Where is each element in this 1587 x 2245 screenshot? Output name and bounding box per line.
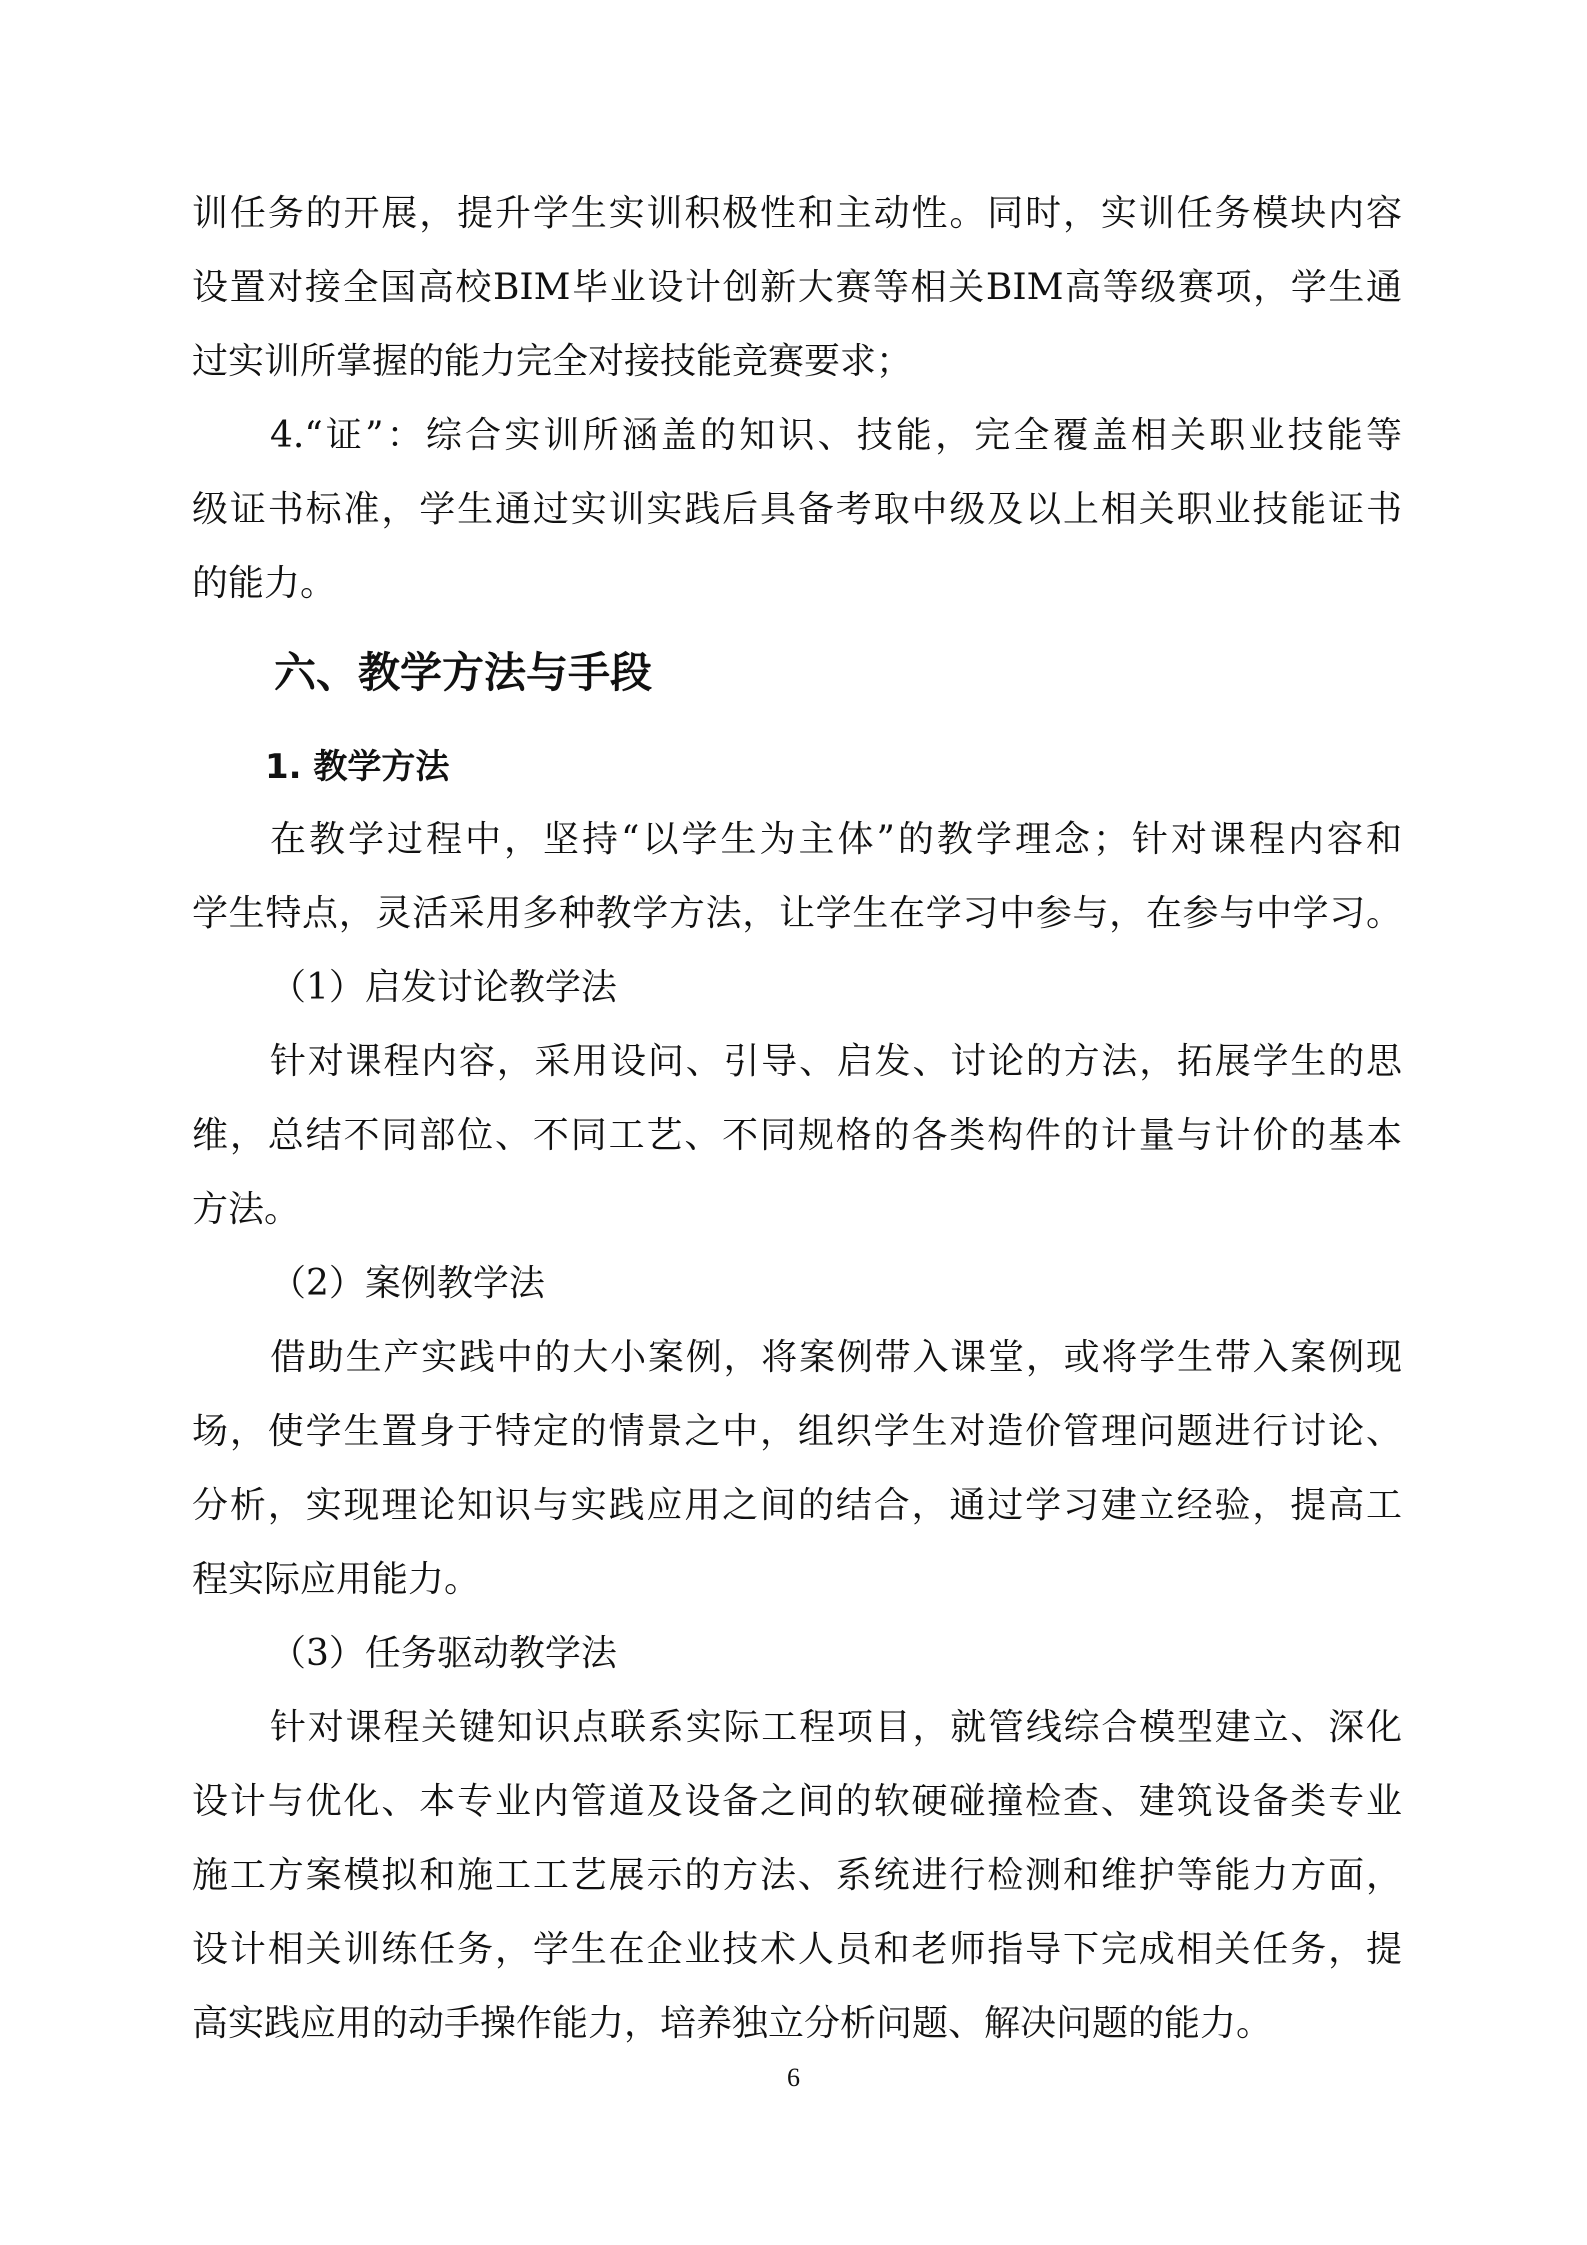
paragraph-line: 在教学过程中，坚持“以学生为主体”的教学理念；针对课程内容和 [270,819,1402,860]
page-number: 6 [787,2063,800,2092]
paragraph-line: 方法。 [192,1189,301,1230]
paragraph-line: 施工方案模拟和施工工艺展示的方法、系统进行检测和维护等能力方面， [192,1855,1402,1896]
paragraph-line: 学生特点，灵活采用多种教学方法，让学生在学习中参与，在参与中学习。 [192,893,1402,934]
paragraph-line: 程实际应用能力。 [192,1559,481,1600]
paragraph-line: 分析，实现理论知识与实践应用之间的结合，通过学习建立经验，提高工 [192,1485,1402,1526]
paragraph-line: 设计相关训练任务，学生在企业技术人员和老师指导下完成相关任务，提 [192,1929,1402,1970]
paragraph-line: 训任务的开展，提升学生实训积极性和主动性。同时，实训任务模块内容 [192,193,1402,234]
paragraph-line: 高实践应用的动手操作能力，培养独立分析问题、解决问题的能力。 [192,2003,1273,2044]
paragraph-line: 设计与优化、本专业内管道及设备之间的软硬碰撞检查、建筑设备类专业 [192,1781,1402,1822]
paragraph-line: 针对课程内容，采用设问、引导、启发、讨论的方法，拓展学生的思 [270,1041,1402,1082]
section-heading: 六、教学方法与手段 [274,648,653,697]
paragraph-line: 借助生产实践中的大小案例，将案例带入课堂，或将学生带入案例现 [270,1337,1402,1378]
paragraph-line: 过实训所掌握的能力完全对接技能竞赛要求； [192,341,913,382]
paragraph-line: 4.“证”：综合实训所涵盖的知识、技能，完全覆盖相关职业技能等 [270,415,1402,456]
paragraph-line: 场，使学生置身于特定的情景之中，组织学生对造价管理问题进行讨论、 [192,1411,1402,1452]
method-heading: （3）任务驱动教学法 [270,1633,617,1674]
paragraph-line: 级证书标准，学生通过实训实践后具备考取中级及以上相关职业技能证书 [192,489,1402,530]
method-heading: （2）案例教学法 [270,1263,545,1304]
paragraph-line: 针对课程关键知识点联系实际工程项目，就管线综合模型建立、深化 [270,1707,1402,1748]
method-heading: （1）启发讨论教学法 [270,967,617,1008]
paragraph-line: 设置对接全国高校BIM毕业设计创新大赛等相关BIM高等级赛项，学生通 [192,267,1402,308]
paragraph-line: 维，总结不同部位、不同工艺、不同规格的各类构件的计量与计价的基本 [192,1115,1402,1156]
paragraph-line: 的能力。 [192,563,337,604]
subsection-heading: 1. 教学方法 [265,747,450,787]
